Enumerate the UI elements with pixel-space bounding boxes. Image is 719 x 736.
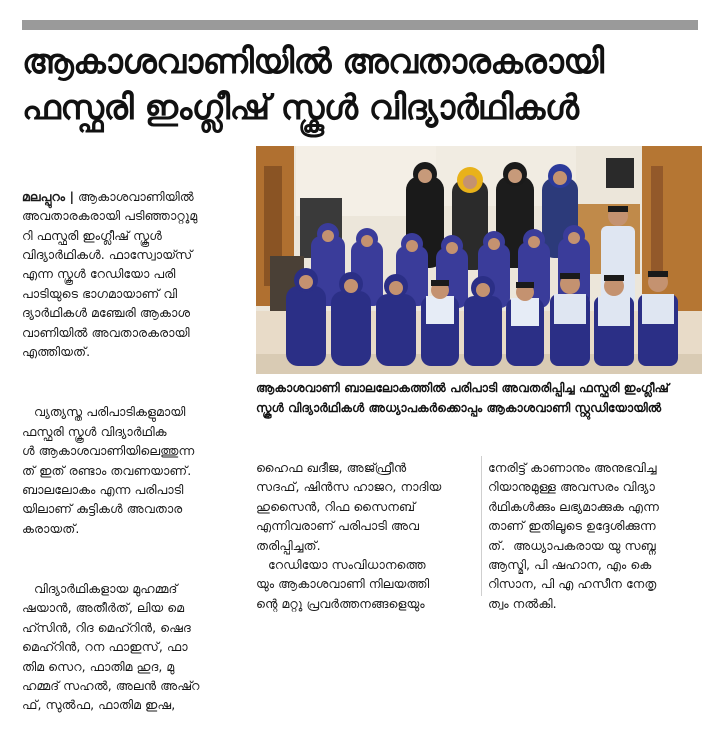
article-para-2: വ്യത്യസ്ത പരിപാടികളുമായി ഫസ്ഫരി സ്കൂൾ വിദ്യാർഥിക ൾ ആകാശവാണിയിലെത്തുന്ന ത് ഇത് രണ്ടാം തവണയാണ്. ബാലലോകം എന്ന പരിപാടി യിലാണ് കുട്ടികൾ അവതാര കരായത്.: [22, 404, 195, 536]
top-rule: [22, 20, 698, 30]
article-para-3: വിദ്യാർഥികളായ മുഹമ്മദ് ഷയാൻ, അതീർത്, ലിയ മെ ഹ്സിൻ, റിദ മെഹ്റിൻ, ഷെദ മെഹ്റിൻ, റന ഫാഇസ്, ഫാ തിമ സെറ, ഫാതിമ ഹുദ, മു ഹമ്മദ് സഹൽ, അലൻ അഷ്റ ഫ്, സുൽഫ, ഫാതിമ ഇഷ,: [22, 580, 200, 713]
article-column-2: ഹൈഫ ഖദീജ, അജ്ഫ്രീൻ സദഫ്, ഷിൻസ ഹാജറ, നാദിയ ഹുസൈൻ, റിഫ സൈനബ് എന്നിവരാണ് പരിപാടി അവ തരിപ്പിച്ചത്. റേഡിയോ സംവിധാനത്തെ യും ആകാശവാണി നിലയത്തി ന്റെ മറ്റു പ്രവർത്തനങ്ങളെയും: [256, 460, 442, 611]
speaker: [606, 158, 634, 188]
article-para-1: [22, 187, 248, 362]
dateline: മലപ്പുറം |: [22, 188, 75, 204]
article-column-1: [22, 148, 248, 713]
article-column-3: നേരിട്ട് കാണാനും അനുഭവിച്ച റിയാനുമുള്ള അവസരം വിദ്യാ ർഥികൾക്കും ലഭ്യമാക്കുക എന്ന താണ് ഇതിലൂടെ ഉദ്ദേശിക്കുന്ന ത്. അധ്യാപകരായ യു സബ്ന ആസ്മി, പി ഷഹാന, എം കെ റിസാന, പി എ ഹസീന നേതൃ ത്വം നൽകി.: [488, 460, 659, 611]
photo-caption: ആകാശവാണി ബാലലോകത്തിൽ പരിപാടി അവതരിപ്പിച്ച ഫസ്ഫരി ഇംഗ്ലീഷ് സ്കൂൾ വിദ്യാർഥികൾ അധ്യാപകർക്കൊപ്പം ആകാശവാണി സ്റ്റുഡിയോയിൽ: [256, 381, 670, 415]
headline-line-1: ആകാശവാണിയിൽ അവതാരകരായി: [22, 42, 604, 82]
news-photo: [256, 146, 702, 374]
column-divider: [481, 456, 482, 596]
students-group-photo: [256, 146, 702, 374]
headline-line-2: ഫസ്ഫരി ഇംഗ്ലീഷ് സ്കൂൾ വിദ്യാർഥികൾ: [22, 88, 579, 128]
para-1-text: ആകാശവാണിയിൽ അവതാരകരായി പടിഞ്ഞാറ്റുമു റി ഫസ്ഫരി ഇംഗ്ലീഷ് സ്കൂൾ വിദ്യാർഥികൾ. ഫാസ്വോയ്സ് എന്ന സ്കൂൾ റേഡിയോ പരി പാടിയുടെ ഭാഗമായാണ് വി ദ്യാർഥികൾ മഞ്ചേരി ആകാശ വാണിയിൽ അവതാരകരായി എത്തിയത്.: [22, 188, 198, 360]
students-front-row: [286, 268, 678, 366]
